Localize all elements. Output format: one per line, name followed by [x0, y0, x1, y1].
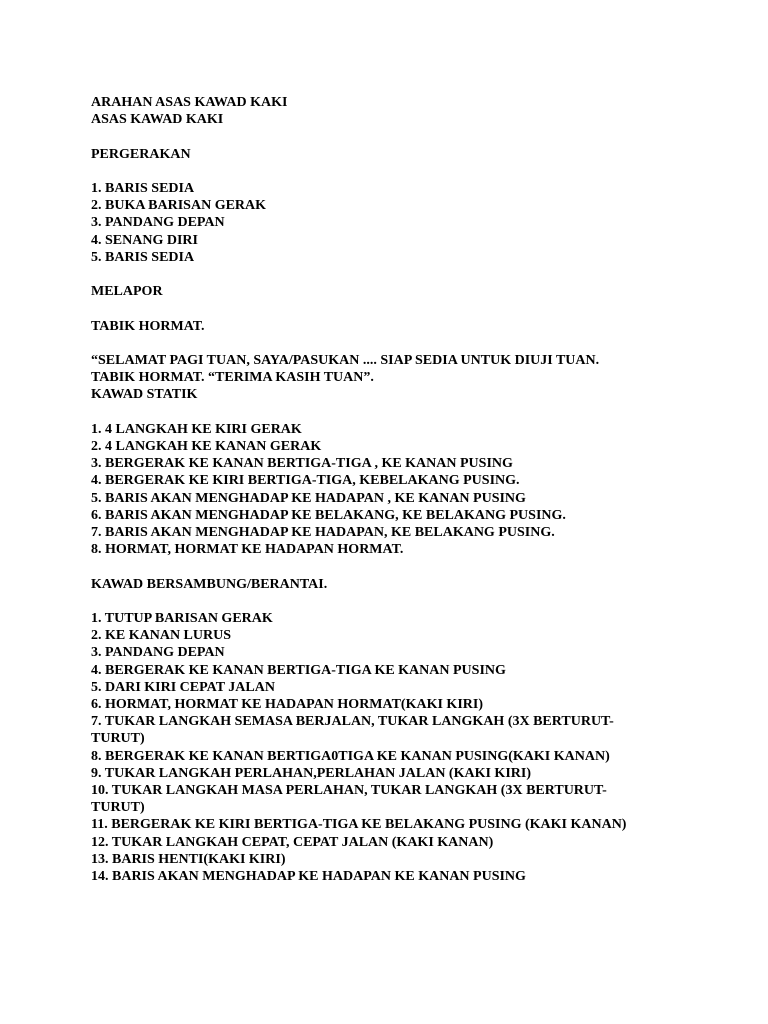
- list-item: 2. 4 LANGKAH KE KANAN GERAK: [91, 438, 322, 454]
- list-item: 6. HORMAT, HORMAT KE HADAPAN HORMAT(KAKI KIRI): [91, 696, 483, 712]
- list-item: 2. BUKA BARISAN GERAK: [91, 198, 267, 214]
- list-item: 5. BARIS SEDIA: [91, 249, 195, 265]
- list-item: 7. BARIS AKAN MENGHADAP KE HADAPAN, KE BELAKANG PUSING.: [91, 524, 555, 540]
- list-item: 14. BARIS AKAN MENGHADAP KE HADAPAN KE KANAN PUSING: [91, 869, 526, 885]
- list-item: 3. PANDANG DEPAN: [91, 215, 225, 231]
- list-item: 5. BARIS AKAN MENGHADAP KE HADAPAN , KE KANAN PUSING: [91, 490, 526, 506]
- list-item-continuation: TURUT): [91, 800, 145, 816]
- list-item: 1. 4 LANGKAH KE KIRI GERAK: [91, 421, 302, 437]
- section-title-pergerakan: PERGERAKAN: [91, 146, 191, 162]
- spacer: [91, 163, 691, 180]
- list-item: 2. KE KANAN LURUS: [91, 628, 232, 644]
- pergerakan-list: [91, 180, 691, 266]
- spacer: [91, 335, 691, 352]
- spacer: [91, 266, 691, 283]
- list-item: 1. BARIS SEDIA: [91, 180, 195, 196]
- report-quote-line-2: TABIK HORMAT. “TERIMA KASIH TUAN”.: [91, 370, 374, 386]
- section-title-kawad-statik: KAWAD STATIK: [91, 387, 198, 403]
- kawad-bersambung-list: [91, 610, 691, 885]
- tabik-hormat-text: TABIK HORMAT.: [91, 318, 205, 334]
- list-item: 3. BERGERAK KE KANAN BERTIGA-TIGA , KE KANAN PUSING: [91, 456, 513, 472]
- spacer: [91, 558, 691, 575]
- list-item: 8. HORMAT, HORMAT KE HADAPAN HORMAT.: [91, 542, 404, 558]
- list-item: 4. SENANG DIRI: [91, 232, 198, 248]
- section-title-melapor: MELAPOR: [91, 284, 163, 300]
- spacer: [91, 300, 691, 317]
- document-page: [91, 94, 691, 885]
- list-item: 9. TUKAR LANGKAH PERLAHAN,PERLAHAN JALAN (KAKI KIRI): [91, 765, 531, 781]
- list-item: 1. TUTUP BARISAN GERAK: [91, 610, 273, 626]
- list-item: 13. BARIS HENTI(KAKI KIRI): [91, 851, 286, 867]
- spacer: [91, 128, 691, 145]
- section-title-kawad-bersambung: KAWAD BERSAMBUNG/BERANTAI.: [91, 576, 328, 592]
- list-item: 10. TUKAR LANGKAH MASA PERLAHAN, TUKAR LANGKAH (3X BERTURUT-: [91, 783, 607, 798]
- document-subtitle: ASAS KAWAD KAKI: [91, 112, 224, 128]
- list-item: 8. BERGERAK KE KANAN BERTIGA0TIGA KE KANAN PUSING(KAKI KANAN): [91, 748, 610, 764]
- kawad-statik-list: [91, 421, 691, 559]
- list-item: 5. DARI KIRI CEPAT JALAN: [91, 679, 275, 695]
- spacer: [91, 404, 691, 421]
- list-item: 3. PANDANG DEPAN: [91, 645, 225, 661]
- list-item: 12. TUKAR LANGKAH CEPAT, CEPAT JALAN (KAKI KANAN): [91, 834, 494, 850]
- list-item: 4. BERGERAK KE KANAN BERTIGA-TIGA KE KANAN PUSING: [91, 662, 506, 678]
- list-item: 11. BERGERAK KE KIRI BERTIGA-TIGA KE BELAKANG PUSING (KAKI KANAN): [91, 817, 627, 833]
- document-title: ARAHAN ASAS KAWAD KAKI: [91, 95, 288, 110]
- report-quote-line-1: “SELAMAT PAGI TUAN, SAYA/PASUKAN .... SIAP SEDIA UNTUK DIUJI TUAN.: [91, 352, 600, 368]
- spacer: [91, 593, 691, 610]
- list-item: 7. TUKAR LANGKAH SEMASA BERJALAN, TUKAR LANGKAH (3X BERTURUT-: [91, 714, 614, 730]
- list-item: 4. BERGERAK KE KIRI BERTIGA-TIGA, KEBELAKANG PUSING.: [91, 473, 520, 489]
- list-item-continuation: TURUT): [91, 731, 145, 747]
- list-item: 6. BARIS AKAN MENGHADAP KE BELAKANG, KE BELAKANG PUSING.: [91, 507, 566, 523]
